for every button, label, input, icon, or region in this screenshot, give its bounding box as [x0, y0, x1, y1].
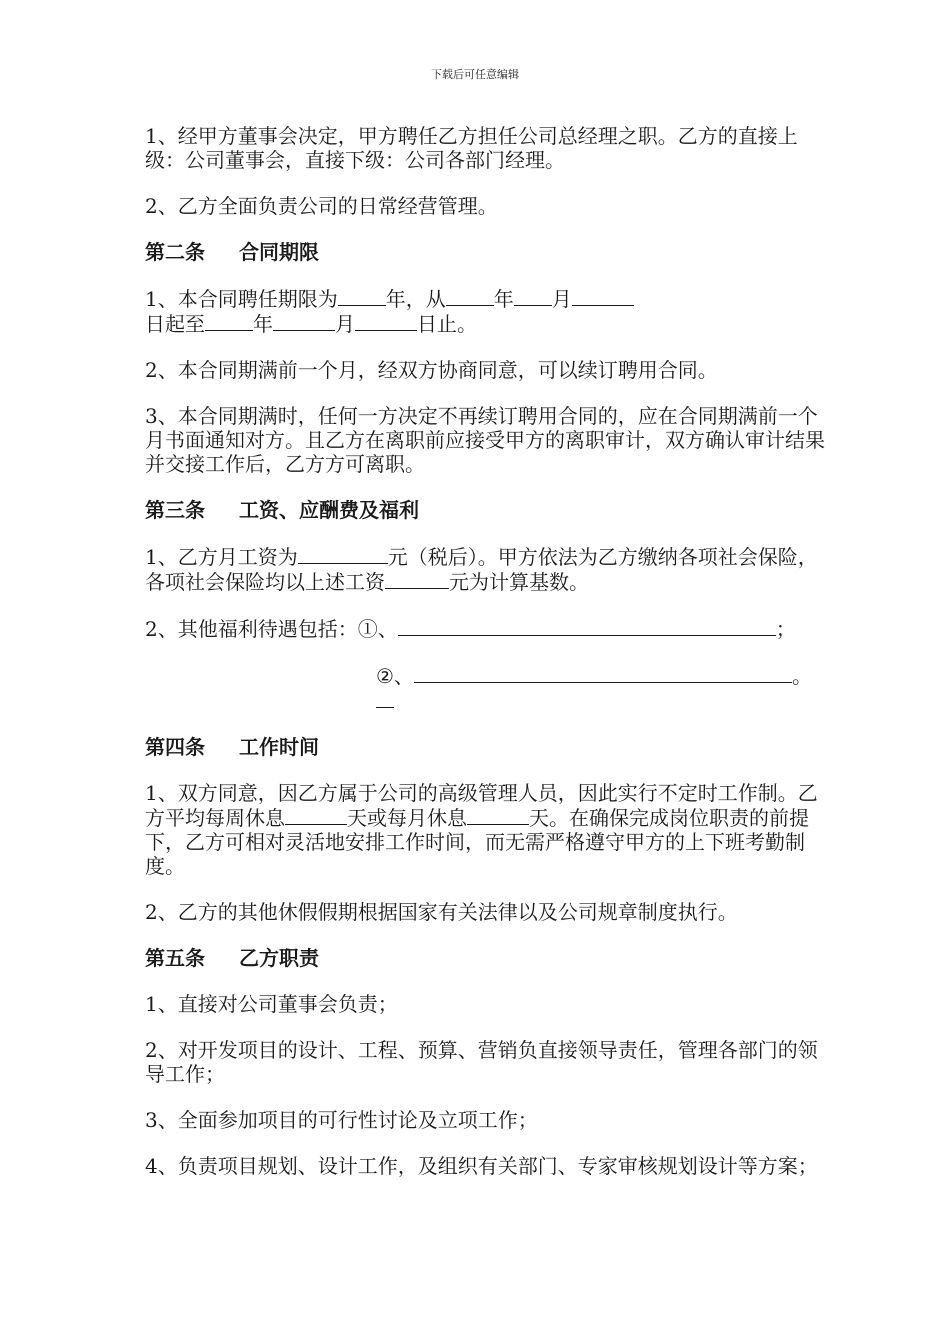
end-day-blank[interactable] [355, 311, 417, 331]
term-years-blank[interactable] [338, 286, 386, 306]
article-4-paragraph-2: 2、乙方的其他休假假期根据国家有关法律以及公司规章制度执行。 [145, 900, 738, 924]
paragraph-2: 2、乙方全面负责公司的日常经营管理。 [145, 194, 498, 218]
article-number: 第五条 [145, 946, 205, 970]
text-run: 元为计算基数。 [449, 570, 589, 594]
article-2-heading [145, 240, 825, 264]
start-year-blank[interactable] [446, 286, 494, 306]
article-5-paragraph-3: 3、全面参加项目的可行性讨论及立项工作； [145, 1108, 538, 1132]
end-year-blank[interactable] [205, 311, 253, 331]
insurance-base-blank[interactable] [385, 569, 449, 589]
article-4-heading [145, 735, 825, 759]
monthly-rest-blank[interactable] [467, 805, 529, 825]
article-5-paragraph-4: 4、负责项目规划、设计工作，及组织有关部门、专家审核规划设计等方案； [145, 1154, 818, 1178]
article-5-heading [145, 946, 825, 970]
page-header: 下载后可任意编辑 [431, 68, 519, 81]
text-run: 月 [335, 312, 355, 336]
article-title: 乙方职责 [239, 946, 319, 970]
start-day-blank[interactable] [572, 286, 634, 306]
paragraph-1: 1、经甲方董事会决定，甲方聘任乙方担任公司总经理之职。乙方的直接上级：公司董事会，直接下级：公司各部门经理。 [145, 124, 798, 172]
text-run: 1、本合同聘任期限为 [145, 287, 338, 311]
article-title: 工资、应酬费及福利 [239, 498, 419, 522]
weekly-rest-blank[interactable] [285, 805, 347, 825]
article-3-paragraph-2-line-2 [145, 663, 825, 713]
article-title: 合同期限 [239, 240, 319, 264]
text-run: 月 [551, 287, 572, 311]
text-run: 天。在确保完成岗位职责的前提下，乙方可相对灵活地安排工作时间，而无需严格遵守甲方的上下班考勤制度。 [145, 806, 809, 878]
end-month-blank[interactable] [273, 311, 335, 331]
article-3-heading [145, 498, 825, 522]
text-run: 天或每月休息 [347, 806, 467, 830]
article-3-paragraph-2 [145, 616, 825, 641]
article-3-paragraph-1 [145, 544, 825, 594]
document-body [145, 124, 825, 1200]
text-run: ②、 [376, 664, 414, 688]
article-title: 工作时间 [239, 735, 319, 759]
start-month-blank[interactable] [514, 286, 552, 306]
article-number: 第三条 [145, 498, 205, 522]
article-4-paragraph-1 [145, 781, 825, 878]
text-run: 。 [791, 664, 812, 688]
text-run: 日起至 [145, 312, 205, 336]
article-number: 第二条 [145, 240, 205, 264]
text-run: 2、其他福利待遇包括：①、 [145, 617, 398, 641]
text-run: 年 [253, 312, 273, 336]
text-run: 年，从 [385, 287, 446, 311]
text-run: ； [775, 617, 796, 641]
monthly-salary-blank[interactable] [298, 544, 388, 564]
article-2-paragraph-3: 3、本合同期满时，任何一方决定不再续订聘用合同的，应在合同期满前一个月书面通知对方。且乙方在离职前应接受甲方的离职审计，双方确认审计结果并交接工作后，乙方方可离职。 [145, 404, 825, 476]
text-run: 日止。 [417, 312, 477, 336]
article-2-paragraph-2: 2、本合同期满前一个月，经双方协商同意，可以续订聘用合同。 [145, 358, 718, 382]
underline-tail [376, 688, 394, 708]
text-run: 1、双方同意，因乙方属于公司的高级管理人员，因此实行不定时工作制。乙方平均每周休息 [145, 781, 818, 830]
article-2-paragraph-1 [145, 286, 825, 336]
article-5-paragraph-1: 1、直接对公司董事会负责； [145, 992, 398, 1016]
article-5-paragraph-2: 2、对开发项目的设计、工程、预算、营销负直接领导责任，管理各部门的领导工作； [145, 1038, 818, 1086]
text-run: 1、乙方月工资为 [145, 545, 298, 569]
text-run: 年 [493, 287, 514, 311]
benefit-1-blank[interactable] [398, 616, 776, 636]
text-run: 元（税后）。甲方依法为乙方缴纳各项社会保险，各项社会保险均以上述工资 [145, 545, 818, 594]
benefit-2-blank[interactable] [414, 663, 792, 683]
article-number: 第四条 [145, 735, 205, 759]
